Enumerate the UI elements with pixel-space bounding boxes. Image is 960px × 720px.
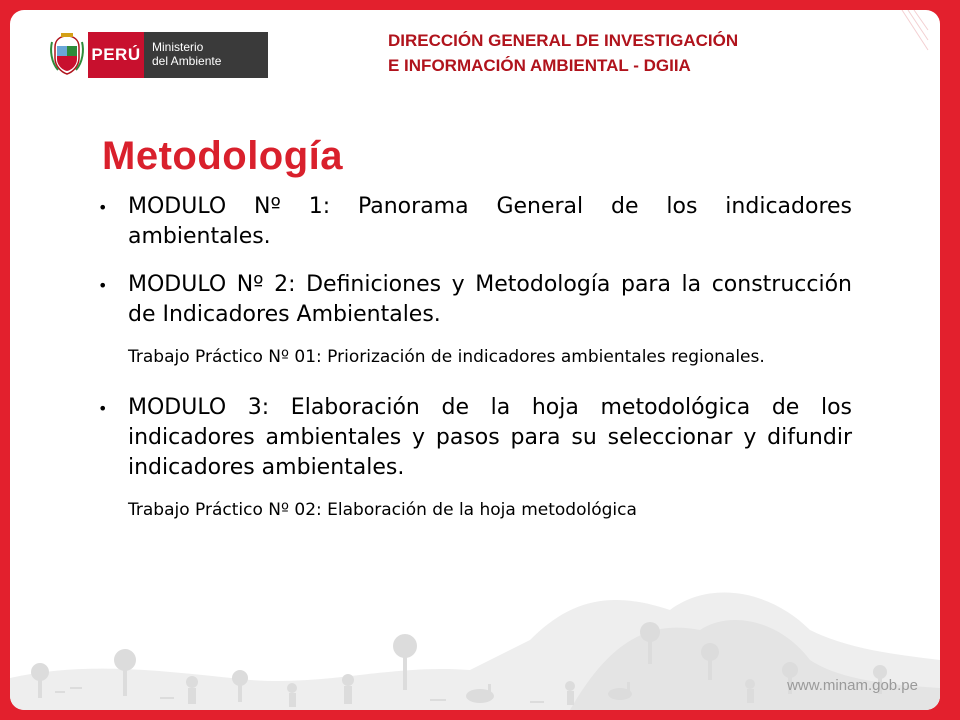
list-item [88,270,852,330]
list-item [88,393,852,483]
corner-decoration [900,10,930,120]
module-2-text: MODULO Nº 2: Definiciones y Metodología para la construcción de Indicadores Ambientales. [128,272,852,327]
practical-work-1: Trabajo Práctico Nº 01: Priorización de indicadores ambientales regionales. [128,347,765,367]
content-panel [10,10,940,710]
website-url: www.minam.gob.pe [787,677,918,694]
module-list [88,192,852,546]
bullet-icon: • [98,276,108,295]
bullet-icon: • [98,198,108,217]
page-title: Metodología [102,134,344,178]
module-1-text: MODULO Nº 1: Panorama General de los indicadores ambientales. [128,194,852,249]
coat-of-arms-icon [46,32,88,78]
ministry-line-1: Ministerio [152,40,204,54]
ministry-logo [46,32,268,78]
header [10,10,940,120]
org-name [388,28,848,78]
bullet-icon: • [98,399,108,418]
ministry-label [144,32,268,78]
org-name-line-2: E INFORMACIÓN AMBIENTAL - DGIIA [388,56,691,75]
module-3-text: MODULO 3: Elaboración de la hoja metodológica de los indicadores ambientales y pasos para su seleccionar y difundir indicadores ambientales. [128,395,852,480]
org-name-line-1: DIRECCIÓN GENERAL DE INVESTIGACIÓN [388,31,739,50]
practical-work-2: Trabajo Práctico Nº 02: Elaboración de la hoja metodológica [128,500,637,520]
ministry-line-2: del Ambiente [152,54,222,68]
list-item [88,192,852,252]
country-label: PERÚ [88,32,144,78]
